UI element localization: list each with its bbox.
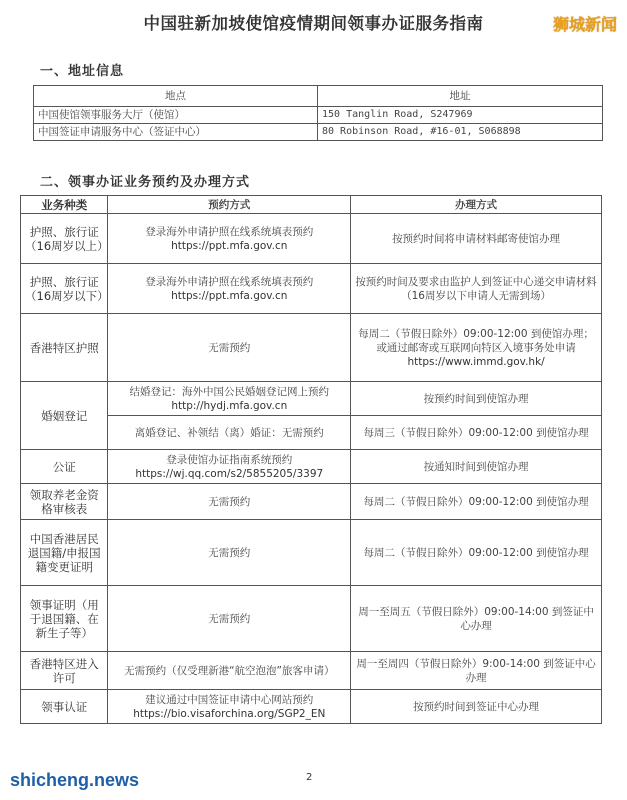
- process-cell: 每周三（节假日除外）09:00-12:00 到使馆办理: [351, 416, 602, 450]
- process-cell: 周一至周五（节假日除外）09:00-14:00 到签证中心办理: [351, 586, 602, 652]
- document-title: 中国驻新加坡使馆疫情期间领事办证服务指南: [143, 14, 484, 33]
- booking-link[interactable]: http://hydj.mfa.gov.cn: [171, 399, 288, 412]
- watermark-logo-bottom: shicheng.news: [10, 770, 140, 790]
- type-cell: 护照、旅行证（16周岁以上）: [21, 214, 108, 264]
- process-cell: 按预约时间到使馆办理: [351, 382, 602, 416]
- services-table-header: [21, 196, 602, 214]
- page-number: 2: [306, 772, 313, 783]
- address-table: [33, 85, 603, 141]
- process-cell: 按预约时间到签证中心办理: [351, 690, 602, 724]
- booking-link[interactable]: https://ppt.mfa.gov.cn: [171, 239, 288, 252]
- address-cell: 150 Tanglin Road, S247969: [318, 107, 603, 124]
- booking-cell: [108, 264, 351, 314]
- booking-text: 建议通过中国签证申请中心网站预约: [145, 693, 314, 706]
- booking-cell: [108, 382, 351, 416]
- booking-cell: 无需预约: [108, 586, 351, 652]
- type-cell: 公证: [21, 450, 108, 484]
- address-row: [34, 124, 603, 141]
- booking-cell: 无需预约: [108, 484, 351, 520]
- booking-text: 登录海外申请护照在线系统填表预约: [145, 225, 314, 238]
- booking-cell: 无需预约（仅受理新港“航空泡泡”旅客申请）: [108, 652, 351, 690]
- process-text: 每周二（节假日除外）09:00-12:00 到使馆办理；或通过邮寄或互联网向特区入境事务处申请: [358, 327, 594, 354]
- process-cell: 按预约时间将申请材料邮寄使馆办理: [351, 214, 602, 264]
- header-place: 地点: [34, 86, 318, 107]
- header-type: 业务种类: [21, 196, 108, 214]
- type-cell: 香港特区进入许可: [21, 652, 108, 690]
- table-row: [21, 450, 602, 484]
- type-cell: 婚姻登记: [21, 382, 108, 450]
- booking-link[interactable]: https://bio.visaforchina.org/SGP2_EN: [133, 707, 326, 720]
- type-cell: 领事认证: [21, 690, 108, 724]
- header-address: 地址: [318, 86, 603, 107]
- booking-link[interactable]: https://wj.qq.com/s2/5855205/3397: [135, 467, 324, 480]
- type-cell: 领取养老金资格审核表: [21, 484, 108, 520]
- watermark-logo-top: 狮城新闻: [552, 15, 617, 34]
- table-row: [21, 214, 602, 264]
- table-row: [21, 264, 602, 314]
- booking-cell: 无需预约: [108, 520, 351, 586]
- address-table-header: [34, 86, 603, 107]
- table-row: [21, 690, 602, 724]
- address-row: [34, 107, 603, 124]
- type-cell: 护照、旅行证（16周岁以下）: [21, 264, 108, 314]
- table-row: [21, 314, 602, 382]
- process-cell: 每周二（节假日除外）09:00-12:00 到使馆办理: [351, 484, 602, 520]
- type-cell: 香港特区护照: [21, 314, 108, 382]
- booking-cell: [108, 690, 351, 724]
- table-row: [21, 382, 602, 416]
- booking-cell: 无需预约: [108, 314, 351, 382]
- table-row: [21, 416, 602, 450]
- table-row: [21, 586, 602, 652]
- table-row: [21, 520, 602, 586]
- type-cell: 中国香港居民退国籍/申报国籍变更证明: [21, 520, 108, 586]
- process-link[interactable]: https://www.immd.gov.hk/: [407, 355, 545, 368]
- section-heading-services: 二、领事办证业务预约及办理方式: [40, 175, 251, 190]
- address-cell: 80 Robinson Road, #16-01, S068898: [318, 124, 603, 141]
- booking-text: 登录海外申请护照在线系统填表预约: [145, 275, 314, 288]
- booking-text: 结婚登记：海外中国公民婚姻登记网上预约: [129, 385, 330, 398]
- section-heading-address: 一、地址信息: [40, 64, 125, 79]
- type-cell: 领事证明（用于退国籍、在新生子等）: [21, 586, 108, 652]
- table-row: [21, 652, 602, 690]
- table-row: [21, 484, 602, 520]
- services-table: [20, 195, 602, 724]
- process-cell: [351, 314, 602, 382]
- process-cell: 按通知时间到使馆办理: [351, 450, 602, 484]
- booking-text: 登录使馆办证指南系统预约: [166, 453, 293, 466]
- process-cell: 每周二（节假日除外）09:00-12:00 到使馆办理: [351, 520, 602, 586]
- place-cell: 中国签证申请服务中心（签证中心）: [34, 124, 318, 141]
- header-process: 办理方式: [351, 196, 602, 214]
- header-booking: 预约方式: [108, 196, 351, 214]
- booking-cell: [108, 214, 351, 264]
- place-cell: 中国使馆领事服务大厅（使馆）: [34, 107, 318, 124]
- process-cell: 按预约时间及要求由监护人到签证中心递交申请材料（16周岁以下申请人无需到场）: [351, 264, 602, 314]
- booking-link[interactable]: https://ppt.mfa.gov.cn: [171, 289, 288, 302]
- process-cell: 周一至周四（节假日除外）9:00-14:00 到签证中心办理: [351, 652, 602, 690]
- booking-cell: [108, 450, 351, 484]
- booking-cell: 离婚登记、补领结（离）婚证：无需预约: [108, 416, 351, 450]
